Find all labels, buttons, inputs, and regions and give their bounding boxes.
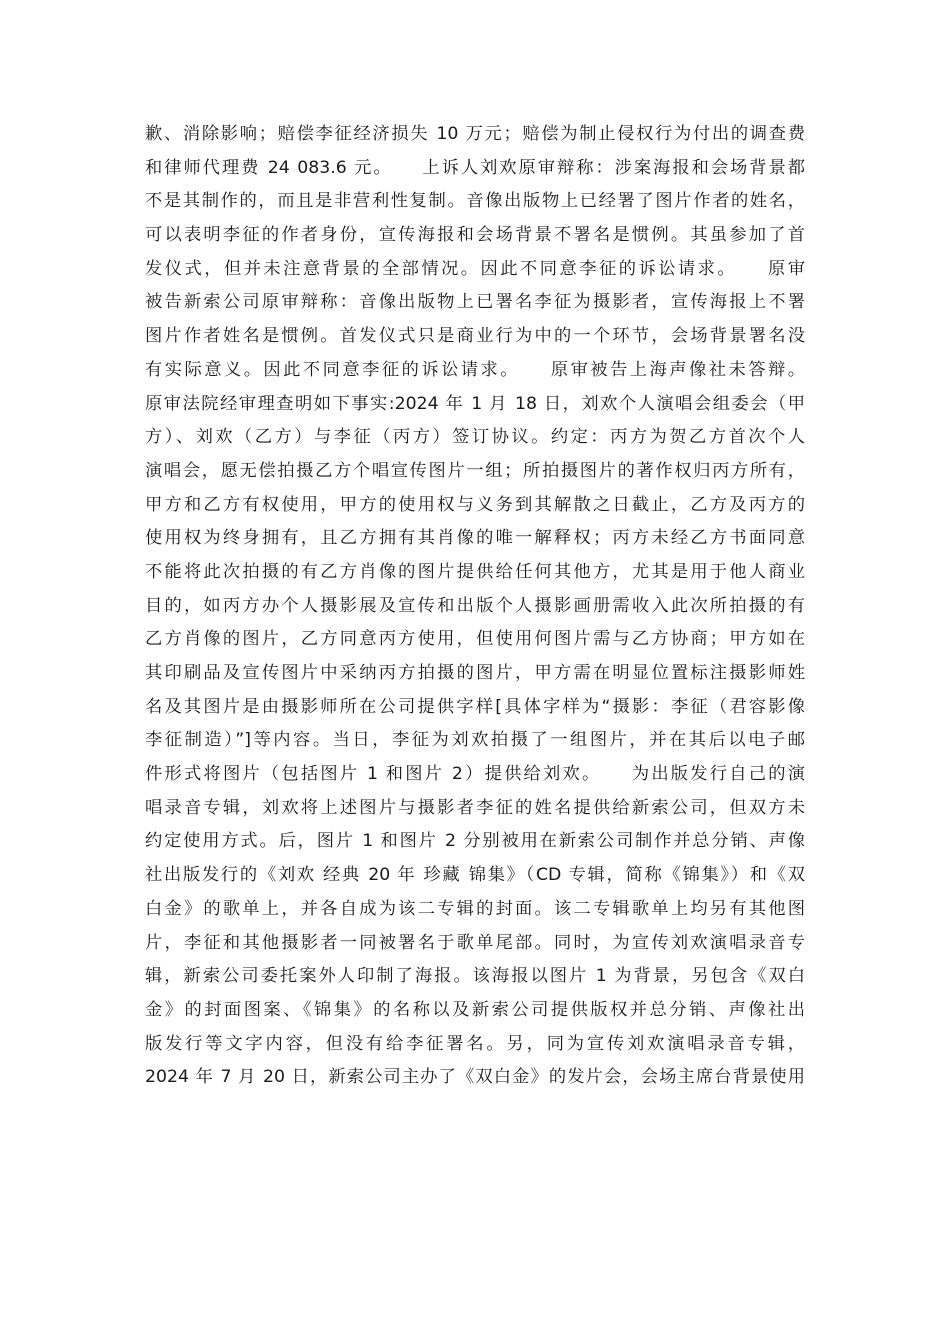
text-line: 不是其制作的，而且是非营利性复制。音像出版物上已经署了图片作者的姓名， [145,191,805,212]
text-line: 可以表明李征的作者身份，宣传海报和会场背景不署名是惯例。其虽参加了首 [145,225,805,246]
text-line: 名及其图片是由摄影师所在公司提供字样[具体字样为“摄影：李征（君容影像 [145,696,805,717]
text-line: 发仪式，但并未注意背景的全部情况。因此不同意李征的诉讼请求。 原审 [145,258,805,279]
text-line: 件形式将图片（包括图片 1 和图片 2）提供给刘欢。 为出版发行自己的演 [145,764,805,785]
text-line: 演唱会，愿无偿拍摄乙方个唱宣传图片一组；所拍摄图片的著作权归丙方所有， [145,460,805,481]
text-line: 其印刷品及宣传图片中采纳丙方拍摄的图片，甲方需在明显位置标注摄影师姓 [145,663,805,683]
text-line: 版发行等文字内容，但没有给李征署名。另，同为宣传刘欢演唱录音专辑， [145,1033,805,1054]
text-line: 不能将此次拍摄的有乙方肖像的图片提供给任何其他方，尤其是用于他人商业 [145,561,805,582]
text-line: 歉、消除影响；赔偿李征经济损失 10 万元；赔偿为制止侵权行为付出的调查费 [145,124,805,144]
text-line: 和律师代理费 24 083.6 元。 上诉人刘欢原审辩称：涉案海报和会场背景都 [145,157,805,178]
text-line: 约定使用方式。后，图片 1 和图片 2 分别被用在新索公司制作并总分销、声像 [145,831,805,852]
text-line: 李征制造）”]等内容。当日，李征为刘欢拍摄了一组图片，并在其后以电子邮 [145,730,805,751]
text-line: 片，李征和其他摄影者一同被署名于歌单尾部。同时，为宣传刘欢演唱录音专 [145,932,805,953]
text-line: 社出版发行的《刘欢 经典 20 年 珍藏 锦集》（CD 专辑，简称《锦集》）和《双 [145,865,805,886]
text-line: 甲方和乙方有权使用，甲方的使用权与义务到其解散之日截止，乙方及丙方的 [145,494,805,515]
document-body-text [145,118,805,1095]
text-line: 使用权为终身拥有，且乙方拥有其肖像的唯一解释权；丙方未经乙方书面同意 [145,528,805,549]
text-line: 白金》的歌单上，并各自成为该二专辑的封面。该二专辑歌单上均另有其他图 [145,898,805,919]
text-line: 方）、刘欢（乙方）与李征（丙方）签订协议。约定：丙方为贺乙方首次个人 [145,427,805,448]
text-line: 图片作者姓名是惯例。首发仪式只是商业行为中的一个环节，会场背景署名没 [145,326,805,347]
text-line: 唱录音专辑，刘欢将上述图片与摄影者李征的姓名提供给新索公司，但双方未 [145,797,805,818]
text-line: 被告新索公司原审辩称：音像出版物上已署名李征为摄影者，宣传海报上不署 [145,292,805,313]
text-line: 原审法院经审理查明如下事实:2024 年 1 月 18 日，刘欢个人演唱会组委会（甲 [145,393,805,414]
text-line: 辑，新索公司委托案外人印制了海报。该海报以图片 1 为背景，另包含《双白 [145,966,805,987]
text-line: 金》的封面图案、《锦集》的名称以及新索公司提供版权并总分销、声像社出 [145,999,805,1020]
text-line: 乙方肖像的图片，乙方同意丙方使用，但使用何图片需与乙方协商；甲方如在 [145,629,805,650]
text-line: 目的，如丙方办个人摄影展及宣传和出版个人摄影画册需收入此次所拍摄的有 [145,595,805,616]
text-line: 2024 年 7 月 20 日，新索公司主办了《双白金》的发片会，会场主席台背景使用 [145,1067,805,1088]
text-line: 有实际意义。因此不同意李征的诉讼请求。 原审被告上海声像社未答辩。 [145,359,805,380]
